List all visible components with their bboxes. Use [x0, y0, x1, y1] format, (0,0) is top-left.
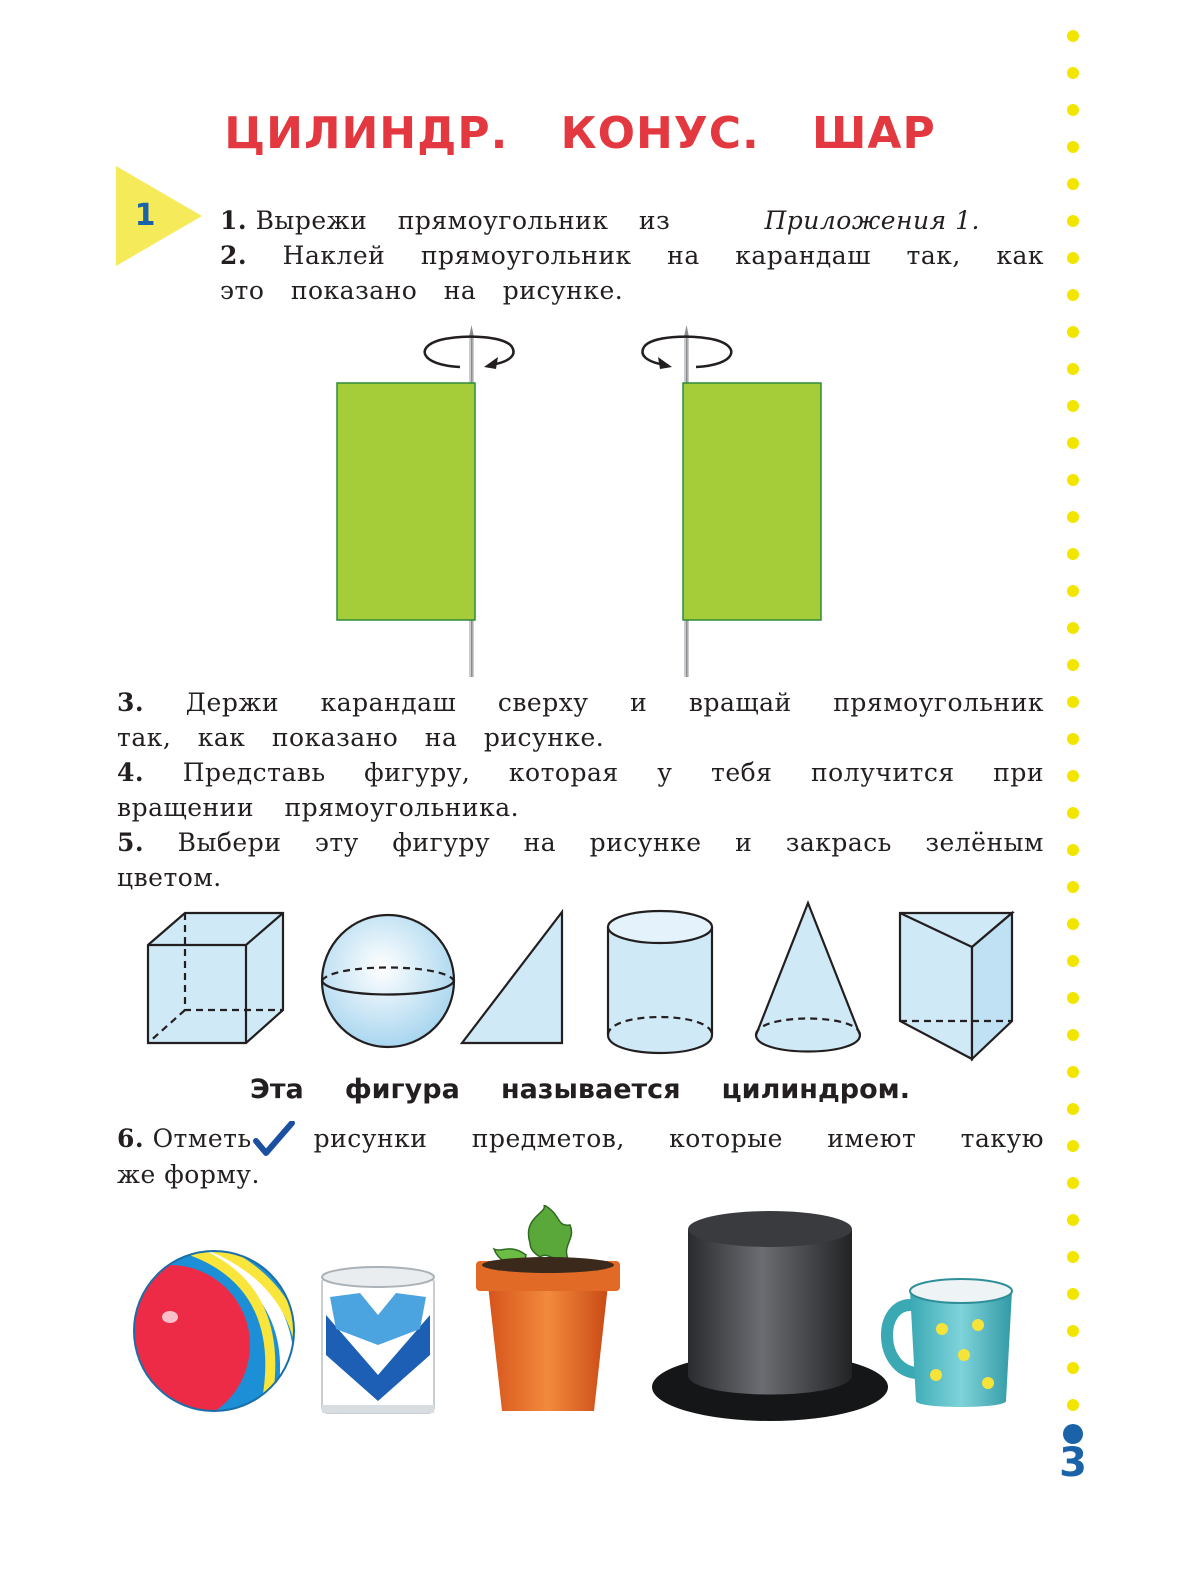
step-5-line2: цветом.	[117, 863, 222, 892]
step-3-num: 3.	[117, 688, 145, 717]
checkmark-icon	[252, 1121, 296, 1157]
margin-dot	[1067, 1288, 1079, 1300]
margin-dot	[1067, 437, 1079, 449]
margin-dot	[1067, 141, 1079, 153]
step-1-text: Вырежи прямоугольник из	[255, 206, 671, 235]
margin-dot	[1067, 178, 1079, 190]
margin-dot	[1067, 326, 1079, 338]
margin-dot	[1067, 1029, 1079, 1041]
step-5-num: 5.	[117, 828, 145, 857]
shapes-row	[140, 895, 1040, 1065]
top-hat-icon	[652, 1211, 888, 1421]
page-number: 3	[1059, 1440, 1087, 1486]
step-2-num: 2.	[220, 241, 248, 270]
answer-line	[250, 1074, 910, 1105]
step-4-line1: Представь фигуру, которая у тебя получится при	[182, 758, 1045, 787]
margin-dots	[1054, 0, 1094, 1420]
margin-dot	[1067, 733, 1079, 745]
cylinder-icon	[608, 911, 712, 1053]
margin-dot	[1067, 511, 1079, 523]
cube-icon	[148, 913, 283, 1043]
margin-dot	[1067, 622, 1079, 634]
step-6-line2: же форму.	[117, 1160, 260, 1189]
margin-dot	[1067, 548, 1079, 560]
margin-dot	[1067, 881, 1079, 893]
margin-dot	[1067, 400, 1079, 412]
task-number: 1	[134, 198, 156, 233]
ball-icon	[130, 1245, 302, 1425]
step-2	[220, 238, 1044, 308]
margin-dot	[1067, 1325, 1079, 1337]
step-6-before: Отметь	[152, 1124, 252, 1153]
margin-dot	[1067, 1399, 1079, 1411]
step-1-italic: Приложения 1.	[764, 206, 980, 235]
margin-dot	[1067, 1362, 1079, 1374]
step-4-num: 4.	[117, 758, 145, 787]
steps-3-5	[117, 685, 1044, 895]
margin-dot	[1067, 659, 1079, 671]
answer-word-2: фигура	[344, 1074, 460, 1105]
step-3-line2: так, как показано на рисунке.	[117, 723, 605, 752]
margin-dot	[1067, 918, 1079, 930]
step-3-line1: Держи карандаш сверху и вращай прямоугольник	[185, 688, 1044, 717]
objects-row	[130, 1205, 1030, 1435]
margin-dot	[1067, 215, 1079, 227]
step-6-after: рисунки предметов, которые имеют такую	[313, 1124, 1044, 1153]
answer-word-4: цилиндром.	[721, 1074, 910, 1105]
margin-dot	[1067, 1214, 1079, 1226]
margin-dot	[1067, 992, 1079, 1004]
margin-dot	[1067, 252, 1079, 264]
step-6-num: 6.	[117, 1124, 145, 1153]
mug-icon	[887, 1279, 1012, 1407]
step-5-line1: Выбери эту фигуру на рисунке и закрась зелёным	[177, 828, 1044, 857]
step-1-num: 1.	[220, 206, 248, 235]
margin-dot	[1067, 67, 1079, 79]
step-2-line2: это показано на рисунке.	[220, 276, 624, 305]
margin-dot	[1067, 1251, 1079, 1263]
prism-icon	[900, 913, 1012, 1059]
margin-dot	[1067, 289, 1079, 301]
margin-dot	[1067, 474, 1079, 486]
margin-dot	[1067, 1066, 1079, 1078]
triangle-icon	[462, 912, 562, 1043]
margin-dot	[1067, 807, 1079, 819]
step-6	[117, 1121, 1044, 1192]
margin-dot	[1067, 955, 1079, 967]
margin-dot	[1067, 1103, 1079, 1115]
left-green-rectangle	[337, 383, 475, 620]
margin-dot	[1067, 585, 1079, 597]
margin-dot	[1067, 844, 1079, 856]
cone-icon	[756, 903, 860, 1052]
margin-dot	[1067, 770, 1079, 782]
answer-word-1: Эта	[250, 1074, 304, 1105]
sphere-icon	[322, 915, 454, 1047]
margin-dot	[1067, 696, 1079, 708]
step-1	[220, 203, 980, 238]
rotation-illustration	[320, 325, 880, 685]
step-4-line2: вращении прямоугольника.	[117, 793, 520, 822]
page-title: ЦИЛИНДР. КОНУС. ШАР	[224, 108, 936, 159]
margin-dot	[1067, 363, 1079, 375]
can-icon	[322, 1267, 434, 1413]
margin-dot	[1067, 30, 1079, 42]
flower-pot-icon	[476, 1205, 620, 1411]
step-2-line1: Наклей прямоугольник на карандаш так, как	[282, 241, 1045, 270]
answer-word-3: называется	[500, 1074, 681, 1105]
margin-dot	[1067, 1140, 1079, 1152]
margin-dot	[1067, 1177, 1079, 1189]
margin-dot	[1067, 104, 1079, 116]
right-green-rectangle	[683, 383, 821, 620]
